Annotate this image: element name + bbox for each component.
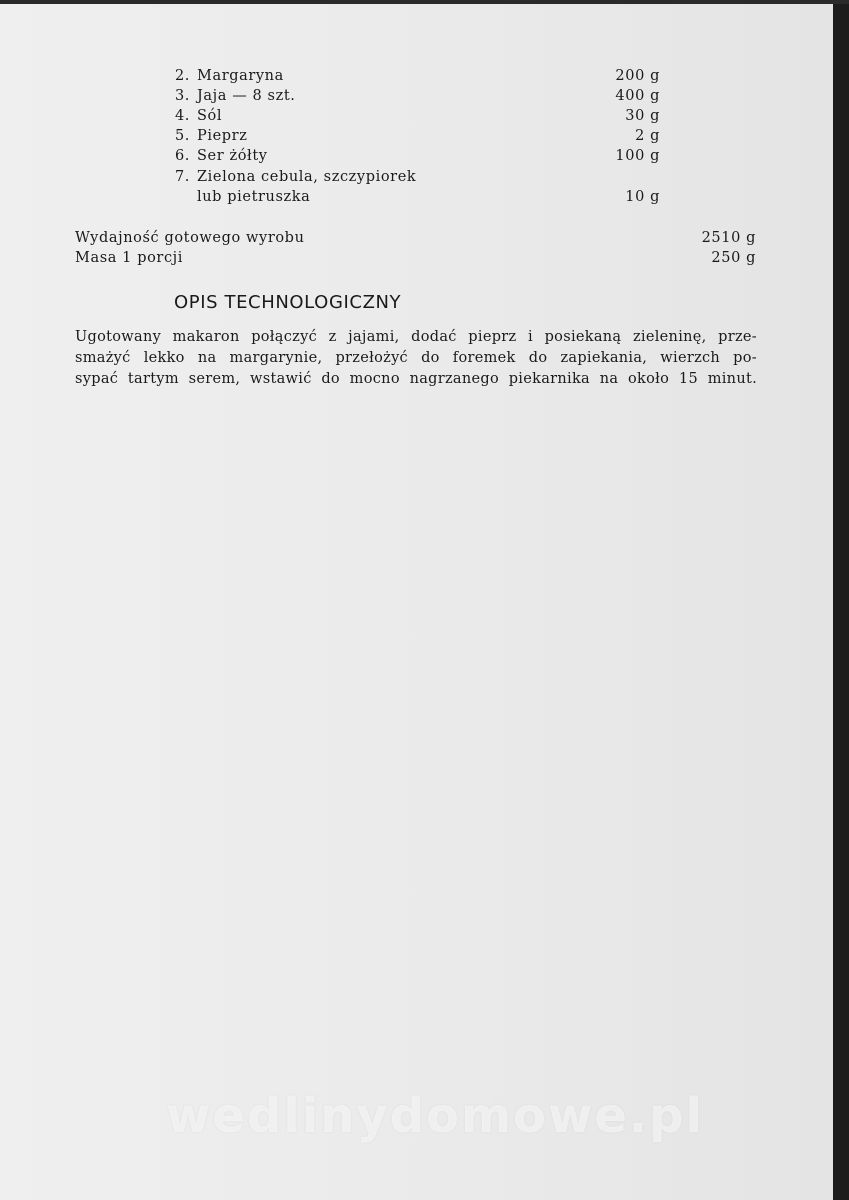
page-top-edge: [0, 0, 849, 4]
summary-label: Wydajność gotowego wyrobu: [75, 230, 305, 246]
summary-value: 2510 g: [701, 230, 756, 246]
ingredient-number: 5.: [174, 128, 190, 144]
description-line: sypać tartym serem, wstawić do mocno nagrzanego piekarnika na około 15 minut.: [75, 371, 757, 387]
ingredient-number: 6.: [174, 148, 190, 164]
ingredient-name: lub pietruszka: [197, 189, 311, 205]
ingredient-name: Ser żółty: [197, 148, 268, 164]
ingredient-number: 4.: [174, 108, 190, 124]
ingredient-row: [168, 106, 660, 126]
watermark: wedlinydomowe.pl: [166, 1088, 704, 1144]
section-heading: OPIS TECHNOLOGICZNY: [174, 292, 402, 313]
ingredient-number: 7.: [174, 169, 190, 185]
ingredient-quantity: 200 g: [615, 68, 660, 84]
ingredient-quantity: 10 g: [625, 189, 660, 205]
summary-label: Masa 1 porcji: [75, 250, 184, 266]
ingredient-quantity: 100 g: [615, 148, 660, 164]
description-line: Ugotowany makaron połączyć z jajami, dodać pieprz i posiekaną zieleninę, prze-: [75, 329, 757, 345]
page-edge-shadow: [833, 0, 849, 1200]
ingredient-quantity: 2 g: [635, 128, 660, 144]
ingredient-number: 2.: [174, 68, 190, 84]
ingredient-row: [168, 126, 660, 146]
ingredient-row: [168, 66, 660, 86]
ingredient-name: Zielona cebula, szczypiorek: [197, 169, 417, 185]
ingredient-row: [168, 187, 660, 207]
ingredient-quantity: 30 g: [625, 108, 660, 124]
ingredient-number: 3.: [174, 88, 190, 104]
summary-row-portion: [75, 248, 756, 268]
ingredient-name: Margaryna: [197, 68, 284, 84]
ingredient-row: [168, 167, 660, 187]
summary-row-yield: [75, 228, 756, 248]
ingredient-quantity: 400 g: [615, 88, 660, 104]
description-line: smażyć lekko na margarynie, przełożyć do foremek do zapiekania, wierzch po-: [75, 350, 757, 366]
ingredient-row: [168, 86, 660, 106]
ingredient-name: Jaja — 8 szt.: [197, 88, 296, 104]
ingredient-row: [168, 146, 660, 166]
ingredient-name: Pieprz: [197, 128, 248, 144]
summary-value: 250 g: [711, 250, 756, 266]
ingredient-name: Sól: [197, 108, 223, 124]
